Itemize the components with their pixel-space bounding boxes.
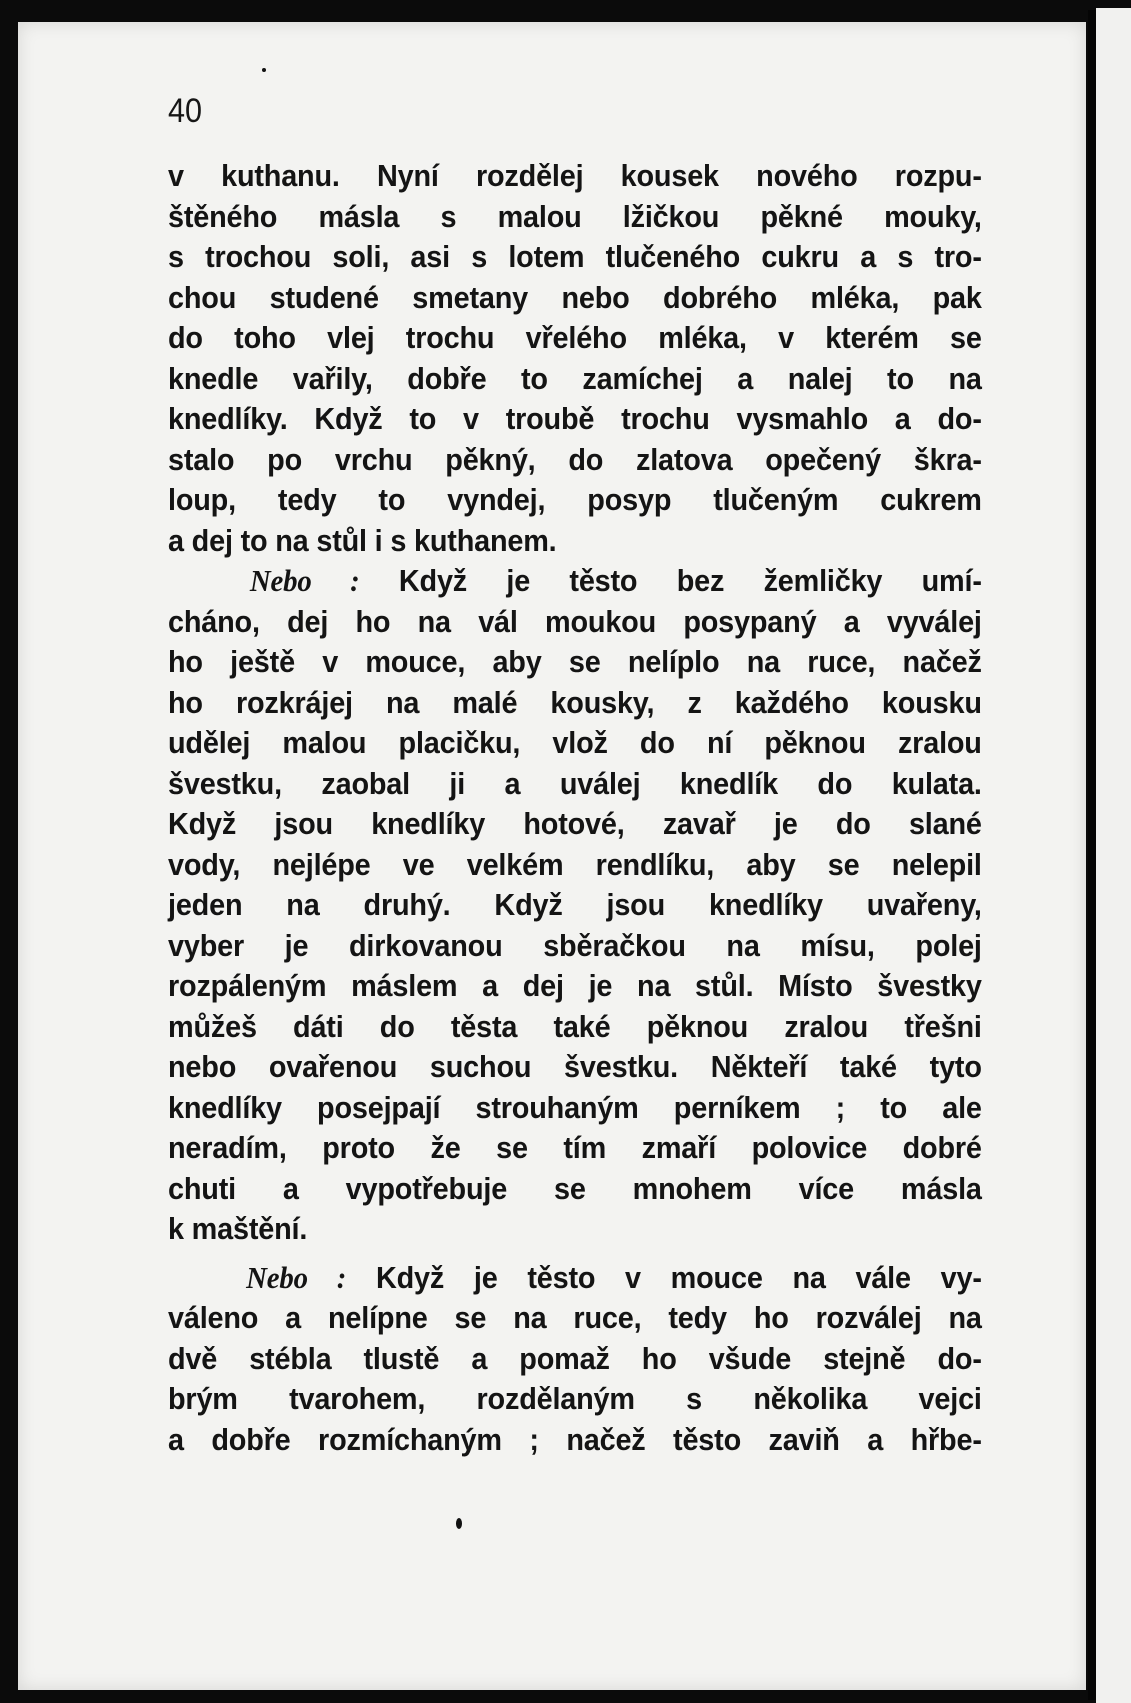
text-line: štěného másla s malou lžičkou pěkné mouky, (168, 198, 982, 234)
page-number: 40 (168, 92, 203, 130)
text-line: ho ještě v mouce, aby se nelíplo na ruce, načež (168, 644, 982, 679)
text-line: knedlíky posejpají strouhaným perníkem ; to ale (168, 1089, 982, 1125)
text-line: vyber je dirkovanou sběračkou na mísu, polej (168, 927, 982, 963)
nebo-label: Nebo : (249, 563, 360, 598)
page-text (168, 156, 982, 1460)
text-line: můžeš dáti do těsta také pěknou zralou třešni (168, 1008, 982, 1044)
text-line: do toho vlej trochu vřelého mléka, v kterém se (168, 320, 982, 355)
text-line: ho rozkrájej na malé kousky, z každého kousku (168, 684, 982, 720)
text-line: a dej to na stůl i s kuthanem. (168, 522, 557, 558)
text-line: chou studené smetany nebo dobrého mléka, pak (168, 279, 982, 315)
text-line: brým tvarohem, rozdělaným s několika vejci (168, 1381, 982, 1416)
text-line (168, 1258, 982, 1299)
text-line: udělej malou placičku, vlož do ní pěknou zralou (168, 725, 982, 760)
text-line: jeden na druhý. Když jsou knedlíky uvařeny, (168, 887, 982, 922)
ink-speck (262, 68, 266, 72)
text-line: švestku, zaobal ji a uválej knedlík do kulata. (168, 765, 982, 801)
adjacent-page-edge (1096, 8, 1131, 1703)
text-line: rozpáleným máslem a dej je na stůl. Místo švestky (168, 968, 982, 1003)
paragraph-3 (168, 1258, 982, 1461)
text-line: s trochou soli, asi s lotem tlučeného cukru a s tro- (168, 239, 982, 274)
paragraph-1 (168, 156, 982, 561)
text-line (168, 561, 982, 602)
text-line: a dobře rozmíchaným ; načež těsto zaviň a hřbe- (168, 1421, 982, 1457)
text-line: neradím, proto že se tím zmaří polovice dobré (168, 1130, 982, 1165)
text-fragment: Když je těsto v mouce na vále vy- (375, 1259, 982, 1295)
text-line: vody, nejlépe ve velkém rendlíku, aby se nelepil (168, 846, 982, 882)
text-line: v kuthanu. Nyní rozdělej kousek nového rozpu- (168, 158, 982, 193)
text-line: nebo ovařenou suchou švestku. Někteří také tyto (168, 1049, 982, 1084)
paragraph-gap (168, 1250, 978, 1258)
nebo-label: Nebo : (246, 1259, 347, 1295)
text-line: k maštění. (168, 1211, 308, 1246)
text-line: chuti a vypotřebuje se mnohem více másla (168, 1170, 982, 1206)
text-line: cháno, dej ho na vál moukou posypaný a vyválej (168, 603, 982, 639)
text-line: knedlíky. Když to v troubě trochu vysmahlo a do- (168, 401, 982, 436)
text-line: knedle vařily, dobře to zamíchej a nalej to na (168, 360, 982, 396)
text-line: dvě stébla tlustě a pomaž ho všude stejně do- (168, 1340, 982, 1376)
paragraph-2 (168, 561, 982, 1250)
ink-speck (456, 1518, 462, 1529)
text-fragment: Když je těsto bez žemličky umí- (398, 563, 982, 598)
text-line: váleno a nelípne se na ruce, tedy ho rozválej na (168, 1300, 982, 1335)
text-line: Když jsou knedlíky hotové, zavař je do slané (168, 806, 982, 841)
text-line: loup, tedy to vyndej, posyp tlučeným cukrem (168, 482, 982, 517)
text-line: stalo po vrchu pěkný, do zlatova opečený škra- (168, 441, 982, 477)
